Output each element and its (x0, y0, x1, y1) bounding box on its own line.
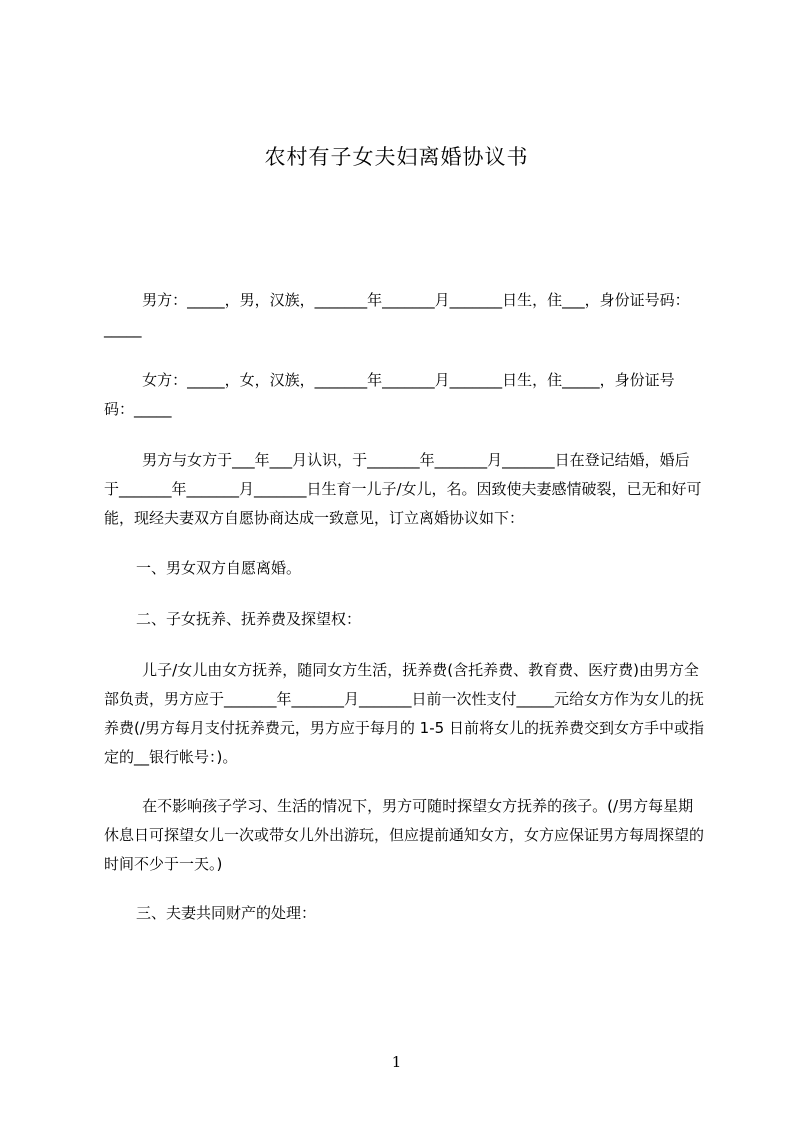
child-custody-paragraph: 儿子/女儿由女方抚养，随同女方生活，抚养费(含托养费、教育费、医疗费)由男方全部负责，男方应于_______年_______月_______日前一次性支付_____元给女方作为女儿的抚养费(/男方每月支付抚养费元，男方应于每月的 1-5 日前将女儿的抚养费交到女方手中或指定的__银行帐号：)。 (104, 661, 705, 766)
visitation-paragraph: 在不影响孩子学习、生活的情况下，男方可随时探望女方抚养的孩子。(/男方每星期休息日可探望女儿一次或带女儿外出游玩，但应提前通知女方，女方应保证男方每周探望的时间不少于一天。) (104, 797, 705, 873)
female-party-paragraph: 女方：_____，女，汉族，_______年_______月_______日生，住_____，身份证号码：_____ (104, 371, 675, 418)
page-number: 1 (391, 1053, 402, 1071)
male-party-paragraph: 男方：_____，男，汉族，_______年_______月_______日生，住___，身份证号码：_____ (104, 291, 690, 338)
marriage-background-paragraph: 男方与女方于___年___月认识，于_______年_______月_______日在登记结婚，婚后于_______年_______月_______日生育一儿子/女儿，名。因致使夫妻感情破裂，已无和好可能，现经夫妻双方自愿协商达成一致意见，订立离婚协议如下： (104, 451, 702, 527)
clause-one-heading: 一、男女双方自愿离婚。 (136, 559, 302, 577)
document-title: 农村有子女夫妇离婚协议书 (264, 145, 529, 169)
clause-three-heading: 三、夫妻共同财产的处理： (136, 904, 317, 922)
clause-two-heading: 二、子女抚养、抚养费及探望权： (136, 610, 362, 628)
